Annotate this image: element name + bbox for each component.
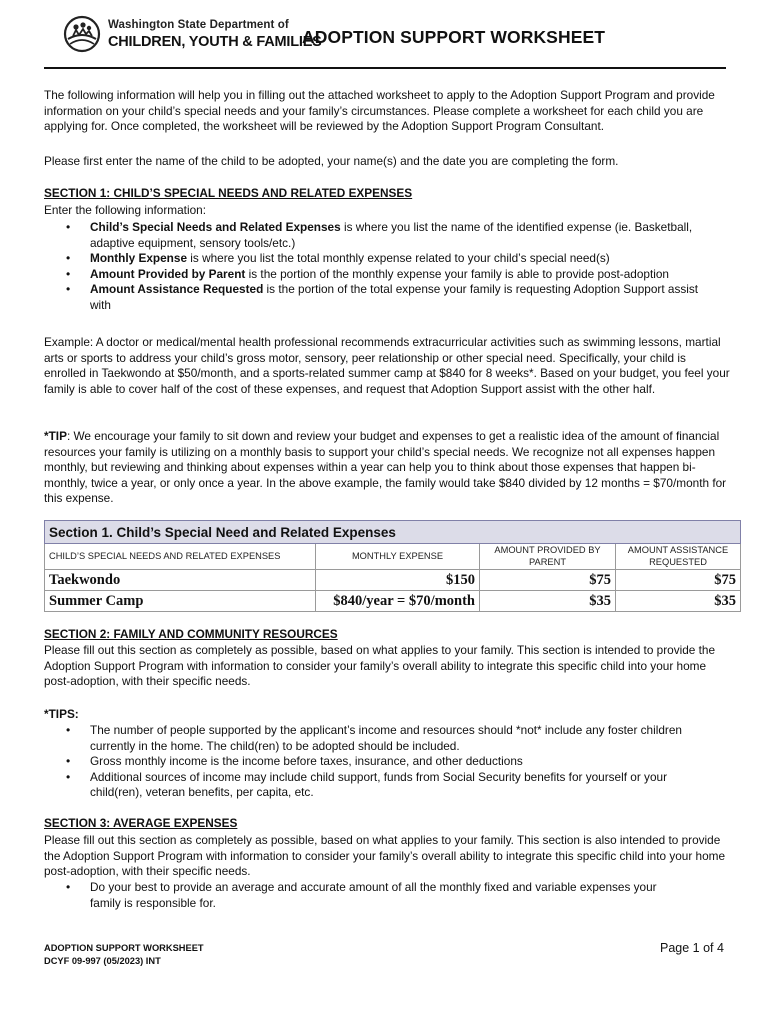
section2-paragraph: Please fill out this section as completely as possible, based on what applies to your family. This section is intended to provide the Adoption Support Program with information to consider your family’s overall ability to integrate this specific child into your home post-adoption, with their specific needs. (44, 643, 716, 688)
table-header-row (45, 544, 741, 570)
intro-paragraph: The following information will help you in filling out the attached worksheet to apply to the Adoption Support Program and provide information on your child’s special needs and your family’s circumstances. Please complete a worksheet for each child you are applying for. Once completed, the worksheet will be reviewed by the Adoption Support Program Consultant. (44, 88, 715, 133)
table-row (45, 570, 741, 591)
bullet-text: is the portion of the monthly expense your family is able to provide post-adoption (245, 266, 669, 281)
document-title: ADOPTION SUPPORT WORKSHEET (302, 27, 606, 47)
list-item: • Gross monthly income is the income before taxes, insurance, and other deductions (44, 754, 714, 770)
table-row (45, 591, 741, 612)
bullet-term: Monthly Expense (90, 251, 188, 265)
expenses-table (44, 520, 741, 612)
parent-amount-cell: $35 (480, 591, 616, 612)
column-header: AMOUNT PROVIDED BY PARENT (480, 544, 616, 570)
footer-form-number: DCYF 09-997 (05/2023) INT (44, 956, 161, 966)
section3-bullet-list (44, 880, 684, 911)
footer-form-info (44, 942, 204, 968)
list-item (44, 220, 714, 251)
section3-paragraph: Please fill out this section as completely as possible, based on what applies to your family. This section is also intended to provide the Adoption Support Program with information to consider your family’s overall ability to integrate this specific child into your home post-adoption, with their specific needs. (44, 833, 726, 878)
section1-bullet-list (44, 220, 714, 313)
footer-form-name: ADOPTION SUPPORT WORKSHEET (44, 943, 204, 953)
section2-bullet-list (44, 723, 714, 801)
tip-label: *TIP (44, 429, 67, 443)
tip-text: : We encourage your family to sit down and review your budget and expenses to get a realistic idea of the amount of financial resources your family is utilizing on a monthly basis to support your child’s special needs. We recognize not all expenses happen monthly, but reviewing and thinking about expenses within a year can help you to think about those expenses that happen bi-monthly, twice a year, or only once a year. In the above example, the family would take $840 divided by 12 months = $70/month for this expense. (44, 429, 727, 505)
table-caption: Section 1. Child’s Special Need and Related Expenses (45, 521, 741, 544)
tip-paragraph (44, 429, 730, 507)
section3-heading: SECTION 3: AVERAGE EXPENSES (44, 816, 238, 830)
list-item: • Do your best to provide an average and accurate amount of all the monthly fixed and variable expenses your family is responsible for. (44, 880, 684, 911)
section2-heading: SECTION 2: FAMILY AND COMMUNITY RESOURCES (44, 627, 338, 641)
bullet-text: is the portion of the total expense your family is requesting Adoption Support assist with (90, 282, 699, 312)
bullet-term: Child’s Special Needs and Related Expenses (90, 220, 341, 234)
list-item (44, 251, 714, 267)
list-item (44, 267, 714, 283)
assistance-amount-cell: $35 (616, 591, 741, 612)
list-item: • The number of people supported by the applicant’s income and resources should *not* include any foster children currently in the home. The child(ren) to be adopted should be included. (44, 723, 714, 754)
assistance-amount-cell: $75 (616, 570, 741, 591)
bullet-text: is where you list the total monthly expense related to your child’s special need(s) (187, 251, 610, 265)
please-first-paragraph: Please first enter the name of the child to be adopted, your name(s) and the date you are completing the form. (44, 154, 619, 168)
bullet-term: Amount Assistance Requested (90, 282, 264, 296)
bullet-term: Amount Provided by Parent (90, 266, 246, 281)
monthly-expense-cell: $150 (316, 570, 480, 591)
expense-name-cell: Taekwondo (45, 570, 316, 591)
section1-lead: Enter the following information: (44, 203, 206, 217)
agency-name-line2: CHILDREN, YOUTH & FAMILIES (108, 34, 322, 50)
column-header: AMOUNT ASSISTANCE REQUESTED (616, 544, 741, 570)
dcyf-logo-icon (62, 14, 102, 54)
bullet-text: is where you list the name of the identified expense (ie. Basketball, adaptive equipment, sensory tools/etc.) (90, 220, 693, 250)
list-item (44, 282, 714, 313)
agency-name-line1: Washington State Department of (108, 19, 289, 31)
list-item: • Additional sources of income may include child support, funds from Social Security benefits for yourself or your child(ren), veteran benefits, per capita, etc. (44, 770, 714, 801)
column-header: MONTHLY EXPENSE (316, 544, 480, 570)
tips-label: *TIPS: (44, 707, 79, 721)
expense-name-cell: Summer Camp (45, 591, 316, 612)
page-number: Page 1 of 4 (660, 941, 724, 955)
column-header: CHILD’S SPECIAL NEEDS AND RELATED EXPENSES (45, 544, 316, 570)
parent-amount-cell: $75 (480, 570, 616, 591)
section1-heading: SECTION 1: CHILD’S SPECIAL NEEDS AND RELATED EXPENSES (44, 186, 413, 200)
example-paragraph: Example: A doctor or medical/mental health professional recommends extracurricular activities such as swimming lessons, martial arts or sports to address your child’s gross motor, sensory, peer relationship or other special need. Specifically, your child is enrolled in Taekwondo at $50/month, and a sports-related summer camp at $840 for 8 weeks*. Based on your budget, you feel your family is able to cover half of the cost of these expenses, and request that Adoption Support assist with the other half. (44, 335, 730, 396)
dcyf-logo (62, 14, 322, 54)
title-divider (44, 67, 726, 69)
monthly-expense-cell: $840/year = $70/month (316, 591, 480, 612)
table-caption-row (45, 521, 741, 544)
